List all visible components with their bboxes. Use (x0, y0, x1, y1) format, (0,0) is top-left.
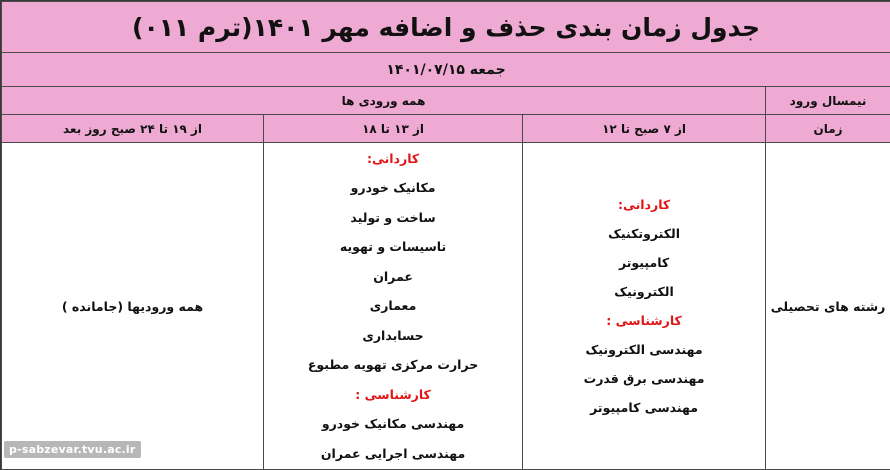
course-item: کامپیوتر (618, 255, 670, 270)
course-item: حرارت مرکزی تهویه مطبوع (307, 357, 479, 373)
page-title: جدول زمان بندی حذف و اضافه مهر ۱۴۰۱(ترم ۰۱۱) (2, 2, 890, 53)
slot-morning-cell (523, 143, 766, 470)
course-item: مهندسی الکترونیک (585, 342, 703, 357)
degree-level-heading: کارشناسی : (355, 386, 431, 402)
time-slot-afternoon: از ۱۳ تا ۱۸ (264, 115, 523, 143)
course-item: مهندسی کامپیوتر (590, 400, 698, 415)
site-watermark: p-sabzevar.tvu.ac.ir (4, 441, 141, 458)
course-item: تاسیسات و تهویه (339, 239, 447, 255)
course-item: مهندسی اجرایی عمران (320, 445, 466, 461)
course-item: مهندسی مکانیک خودرو (321, 416, 465, 432)
entry-semester-label: نیمسال ورود (766, 87, 890, 115)
course-item: مهندسی برق قدرت (583, 371, 705, 386)
course-item: معماری (369, 298, 417, 314)
slot-morning-course-list (523, 190, 765, 422)
course-item: عمران (373, 268, 413, 284)
time-label: زمان (766, 115, 890, 143)
course-item: حسابداری (362, 327, 424, 343)
course-item: مکانیک خودرو (350, 180, 436, 196)
time-slot-night: از ۱۹ تا ۲۴ صبح روز بعد (2, 115, 264, 143)
slot-night-cell: همه ورودیها (جامانده ) (2, 143, 264, 470)
degree-level-heading: کاردانی: (366, 150, 420, 166)
schedule-date: جمعه ۱۴۰۱/۰۷/۱۵ (2, 53, 890, 87)
slot-afternoon-course-list (264, 144, 522, 469)
schedule-table (1, 1, 890, 470)
fields-label: رشته های تحصیلی (766, 143, 890, 470)
course-item: ساخت و تولید (350, 209, 436, 225)
degree-level-heading: کارشناسی : (606, 313, 682, 328)
course-item: الکترونیک (614, 284, 674, 299)
degree-level-heading: کاردانی: (617, 197, 671, 212)
course-item: الکتروتکنیک (608, 226, 680, 241)
entry-semester-value: همه ورودی ها (2, 87, 766, 115)
time-slot-morning: از ۷ صبح تا ۱۲ (523, 115, 766, 143)
slot-afternoon-cell (264, 143, 523, 470)
